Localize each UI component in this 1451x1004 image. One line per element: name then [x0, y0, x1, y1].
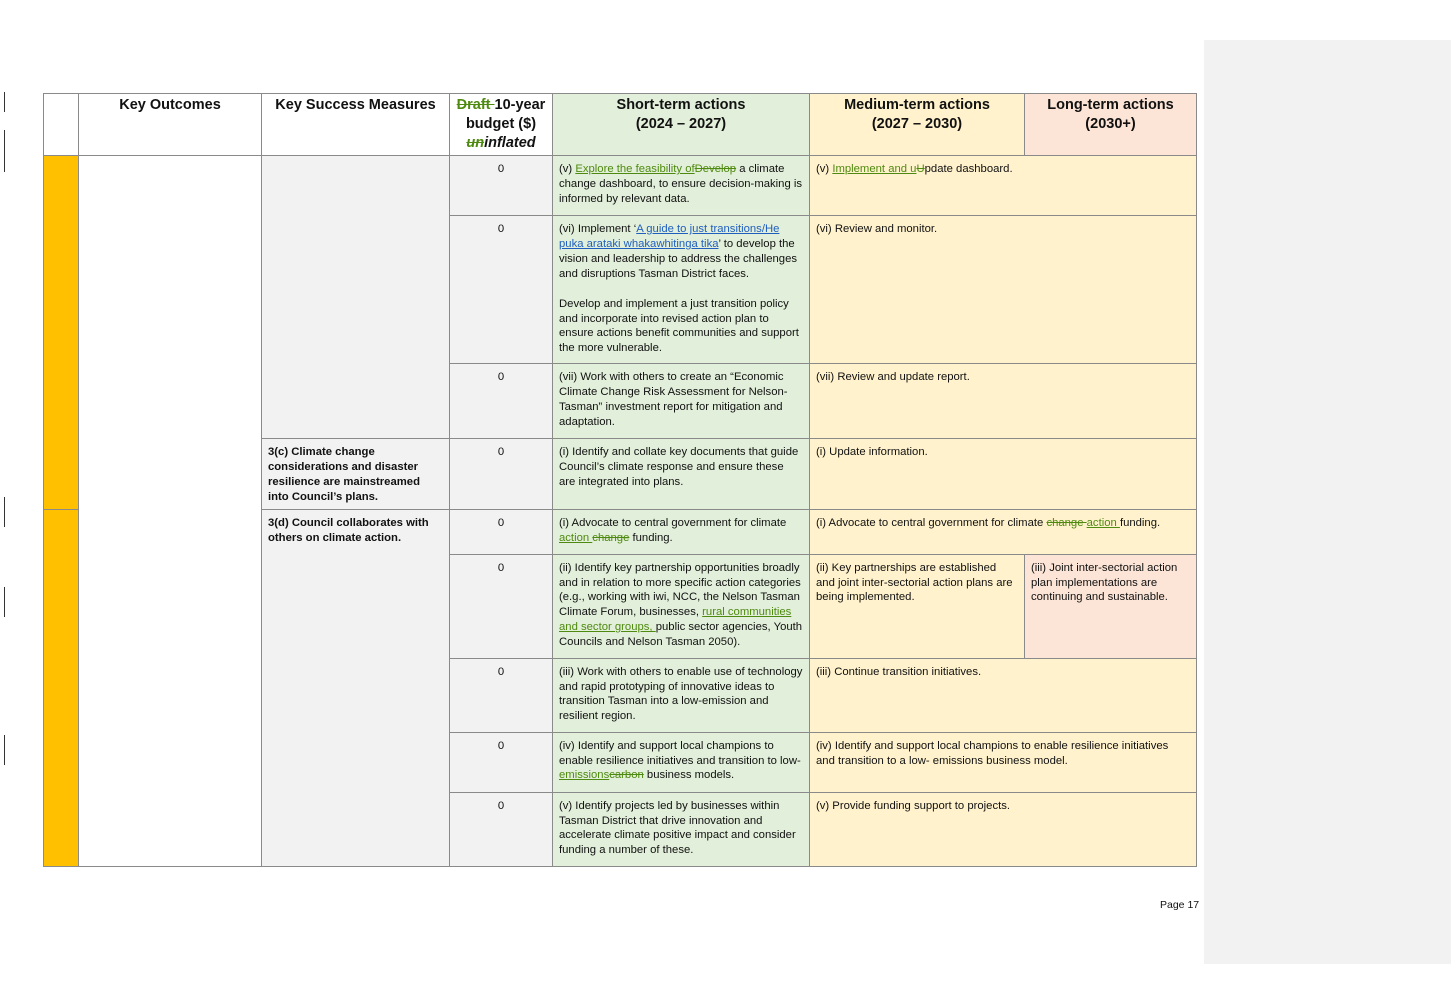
- medium-term-years: (2027 – 2030): [871, 116, 963, 132]
- marker-header: [44, 94, 79, 156]
- budget-cell: 0: [450, 156, 553, 216]
- budget-cell: 0: [450, 732, 553, 792]
- measure-cell: [262, 156, 450, 439]
- deleted-text: carbon: [609, 769, 644, 782]
- inserted-text: Implement and u: [832, 163, 917, 175]
- budget-deleted-word: Draft: [456, 97, 495, 113]
- text-run: public sector agencies, Youth Councils and Nelson Tasman 2050).: [559, 621, 803, 649]
- inserted-text: rural communities and sector groups,: [559, 606, 792, 634]
- medium-long-term-cell: [810, 509, 1197, 554]
- key-success-measures-header: Key Success Measures: [262, 94, 450, 156]
- medium-long-term-cell: (vi) Review and monitor.: [810, 216, 1197, 364]
- short-term-cell: [553, 554, 810, 658]
- medium-term-cell: (ii) Key partnerships are established and joint inter-sectorial action plans are being implemented.: [810, 554, 1025, 658]
- short-term-cell: [553, 509, 810, 554]
- header-row: [44, 94, 1197, 156]
- comment-pane: [1204, 40, 1451, 964]
- text-run: (i) Advocate to central government for climate: [559, 516, 787, 529]
- budget-cell: 0: [450, 658, 553, 732]
- action-plan-table: [43, 93, 1197, 867]
- inserted-text: action: [1086, 516, 1120, 529]
- deleted-text: U: [916, 163, 925, 175]
- change-bar: [4, 130, 5, 172]
- change-bar: [4, 92, 5, 112]
- budget-inflated: inflated: [484, 135, 536, 151]
- long-term-years: (2030+): [1085, 116, 1136, 132]
- text-run: (v): [559, 163, 576, 175]
- outcome-marker: [44, 509, 79, 866]
- short-term-cell: [553, 732, 810, 792]
- long-term-cell: (iii) Joint inter-sectorial action plan implementations are continuing and sustainable.: [1025, 554, 1197, 658]
- text-run: pdate dashboard.: [924, 163, 1013, 175]
- short-term-cell: (iii) Work with others to enable use of technology and rapid prototyping of innovative ideas to transition Tasman into a low-emission and resilient region.: [553, 658, 810, 732]
- short-term-header: [553, 94, 810, 156]
- text-run: funding.: [629, 531, 673, 544]
- budget-cell: 0: [450, 364, 553, 439]
- text-run: (vi) Implement ‘: [559, 223, 637, 235]
- text-run: business models.: [643, 769, 735, 782]
- short-term-cell: (v) Identify projects led by businesses within Tasman District that drive innovation and accelerate climate positive impact and consider funding a number of these.: [553, 792, 810, 866]
- deleted-text: change: [592, 531, 630, 544]
- long-term-title: Long-term actions: [1047, 97, 1174, 113]
- budget-header: [450, 94, 553, 156]
- short-term-years: (2024 – 2027): [635, 116, 727, 132]
- text-run: (ii) Identify key partnership opportunities broadly and in relation to more specific action categories (e.g., working with iwi, NCC, the Nelson Tasman Climate Forum, businesses,: [559, 561, 801, 619]
- medium-long-term-cell: (vii) Review and update report.: [810, 364, 1197, 439]
- change-bar: [4, 735, 5, 765]
- outcome-marker: [44, 156, 79, 510]
- budget-cell: 0: [450, 509, 553, 554]
- key-outcome-cell: [79, 156, 262, 867]
- short-term-cell: (vii) Work with others to create an “Economic Climate Change Risk Assessment for Nelson-Tasman” investment report for mitigation and adaptation.: [553, 364, 810, 439]
- table-row: [44, 156, 1197, 216]
- text-run: (iv) Identify and support local champions to enable resilience initiatives and transition to low-: [559, 739, 801, 767]
- budget-cell: 0: [450, 792, 553, 866]
- text-run: ’ to develop the vision and leadership to address the challenges and disruptions Tasman District faces.: [559, 237, 798, 280]
- deleted-text: change: [1046, 516, 1087, 529]
- budget-line2: budget ($): [465, 116, 537, 132]
- budget-cell: 0: [450, 554, 553, 658]
- medium-long-term-cell: (i) Update information.: [810, 439, 1197, 510]
- page-number: Page 17: [1160, 899, 1200, 911]
- medium-long-term-cell: (iv) Identify and support local champions to enable resilience initiatives and transition to a low- emissions business model.: [810, 732, 1197, 792]
- text-run: a climate change dashboard, to ensure decision-making is informed by relevant data.: [559, 163, 803, 205]
- text-run: (i) Advocate to central government for climate: [816, 516, 1047, 529]
- medium-term-title: Medium-term actions: [844, 97, 990, 113]
- change-bar: [4, 587, 5, 617]
- deleted-text: Develop: [694, 163, 737, 175]
- short-term-title: Short-term actions: [616, 97, 746, 113]
- budget-un: un: [466, 135, 485, 151]
- long-term-header: [1025, 94, 1197, 156]
- budget-cell: 0: [450, 216, 553, 364]
- medium-term-header: [810, 94, 1025, 156]
- key-outcomes-header: Key Outcomes: [79, 94, 262, 156]
- measure-3d: 3(d) Council collaborates with others on climate action.: [262, 509, 450, 866]
- inserted-text: emissions: [559, 769, 610, 782]
- short-term-cell: (i) Identify and collate key documents that guide Council’s climate response and ensure these are integrated into plans.: [553, 439, 810, 510]
- text-run: (v): [816, 163, 833, 175]
- medium-long-term-cell: (v) Provide funding support to projects.: [810, 792, 1197, 866]
- change-bar: [4, 497, 5, 527]
- text-run: funding.: [1119, 516, 1161, 529]
- budget-cell: 0: [450, 439, 553, 510]
- text-paragraph: Develop and implement a just transition policy and incorporate into revised action plan to ensure actions benefit communities and support the more vulnerable.: [559, 297, 799, 355]
- medium-long-term-cell: (iii) Continue transition initiatives.: [810, 658, 1197, 732]
- budget-line1: 10-year: [494, 97, 546, 113]
- guide-link[interactable]: A guide to just transitions/He puka arataki whakawhitinga tika: [559, 223, 780, 250]
- short-term-cell: [553, 156, 810, 216]
- short-term-cell: [553, 216, 810, 364]
- medium-long-term-cell: [810, 156, 1197, 216]
- inserted-text: action: [559, 531, 593, 544]
- inserted-text: Explore the feasibility of: [575, 163, 695, 175]
- measure-3c: 3(c) Climate change considerations and disaster resilience are mainstreamed into Council’s plans.: [262, 439, 450, 510]
